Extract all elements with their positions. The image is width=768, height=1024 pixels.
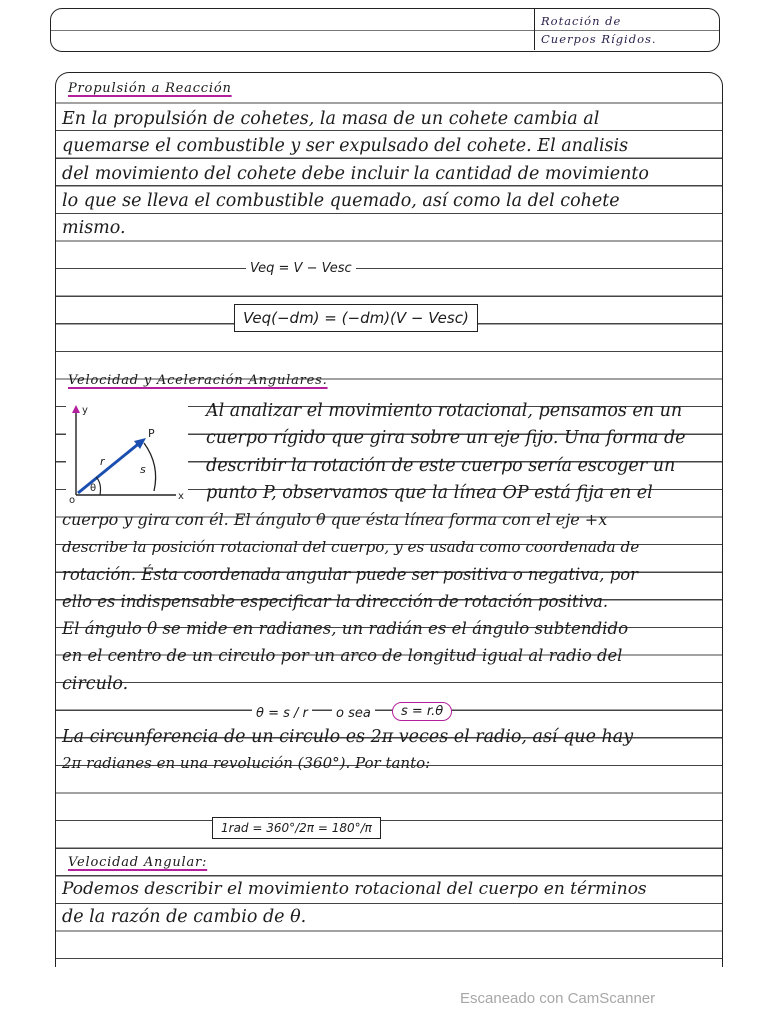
- notebook-sheet: [55, 72, 723, 967]
- camscanner-watermark: Escaneado con CamScanner: [460, 990, 656, 1007]
- y-axis-arrow-icon: [72, 405, 80, 413]
- text-line: En la propulsión de cohetes, la masa de un cohete cambia al: [62, 109, 600, 129]
- text-line: describir la rotación de este cuerpo sería escoger un: [206, 456, 676, 476]
- section-heading-propulsion: Propulsión a Reacción: [68, 81, 232, 96]
- label-p: P: [148, 427, 155, 440]
- text-line: punto P, observamos que la línea OP está fija en el: [206, 483, 653, 503]
- page-title-line2: Cuerpos Rígidos.: [541, 32, 657, 46]
- label-s: s: [140, 463, 146, 476]
- text-line: en el centro de un circulo por un arco de longitud igual al radio del: [62, 646, 623, 665]
- header-title-box: [534, 9, 720, 50]
- text-line: La circunferencia de un circulo es 2π veces el radio, así que hay: [62, 727, 634, 747]
- label-r: r: [100, 455, 105, 468]
- text-line: del movimiento del cohete debe incluir la cantidad de movimiento: [62, 164, 649, 184]
- text-line: ello es indispensable especificar la dirección de rotación positiva.: [62, 592, 609, 611]
- rotation-diagram: [66, 403, 188, 503]
- section-heading-angular: Velocidad y Aceleración Angulares.: [68, 373, 328, 388]
- text-line: mismo.: [62, 218, 126, 238]
- text-line: circulo.: [62, 674, 129, 694]
- text-line: rotación. Ésta coordenada angular puede ser positiva o negativa, por: [62, 565, 638, 584]
- radius-line: [78, 441, 142, 493]
- label-y: y: [82, 405, 88, 416]
- formula-veq: Veq = V − Vesc: [246, 261, 356, 276]
- label-origin: o: [69, 495, 76, 503]
- text-line: lo que se lleva el combustible quemado, así como la del cohete: [62, 191, 620, 211]
- text-line: Al analizar el movimiento rotacional, pensamos en un: [206, 401, 683, 421]
- label-theta: θ: [90, 483, 97, 494]
- page-title-line1: Rotación de: [541, 14, 622, 28]
- text-line: describe la posición rotacional del cuerpo, y es usada como coordenada de: [62, 538, 640, 556]
- text-line: 2π radianes en una revolución (360°). Por tanto:: [62, 754, 431, 772]
- page-title: [541, 12, 719, 48]
- formula-momentum-box: Veq(−dm) = (−dm)(V − Vesc): [234, 304, 478, 332]
- section-heading-angular-velocity: Velocidad Angular:: [68, 855, 208, 870]
- text-line: quemarse el combustible y ser expulsado del cohete. El analisis: [62, 136, 629, 156]
- text-line: cuerpo y gira con él. El ángulo θ que ésta línea forma con el eje +x: [62, 510, 608, 529]
- text-line: El ángulo θ se mide en radianes, un radián es el ángulo subtendido: [62, 619, 629, 638]
- text-line: Podemos describir el movimiento rotacional del cuerpo en términos: [62, 879, 647, 899]
- formula-theta: θ = s / r: [252, 706, 312, 721]
- formula-or: o sea: [332, 706, 375, 721]
- formula-radian-box: 1rad = 360°/2π = 180°/π: [212, 817, 381, 839]
- formula-arc-length: s = r.θ: [392, 702, 452, 721]
- text-line: cuerpo rígido que gira sobre un eje fijo. Una forma de: [206, 428, 686, 448]
- label-x: x: [178, 491, 184, 502]
- arc-s: [144, 443, 156, 491]
- text-line: de la razón de cambio de θ.: [62, 907, 307, 927]
- header-box: [50, 8, 720, 52]
